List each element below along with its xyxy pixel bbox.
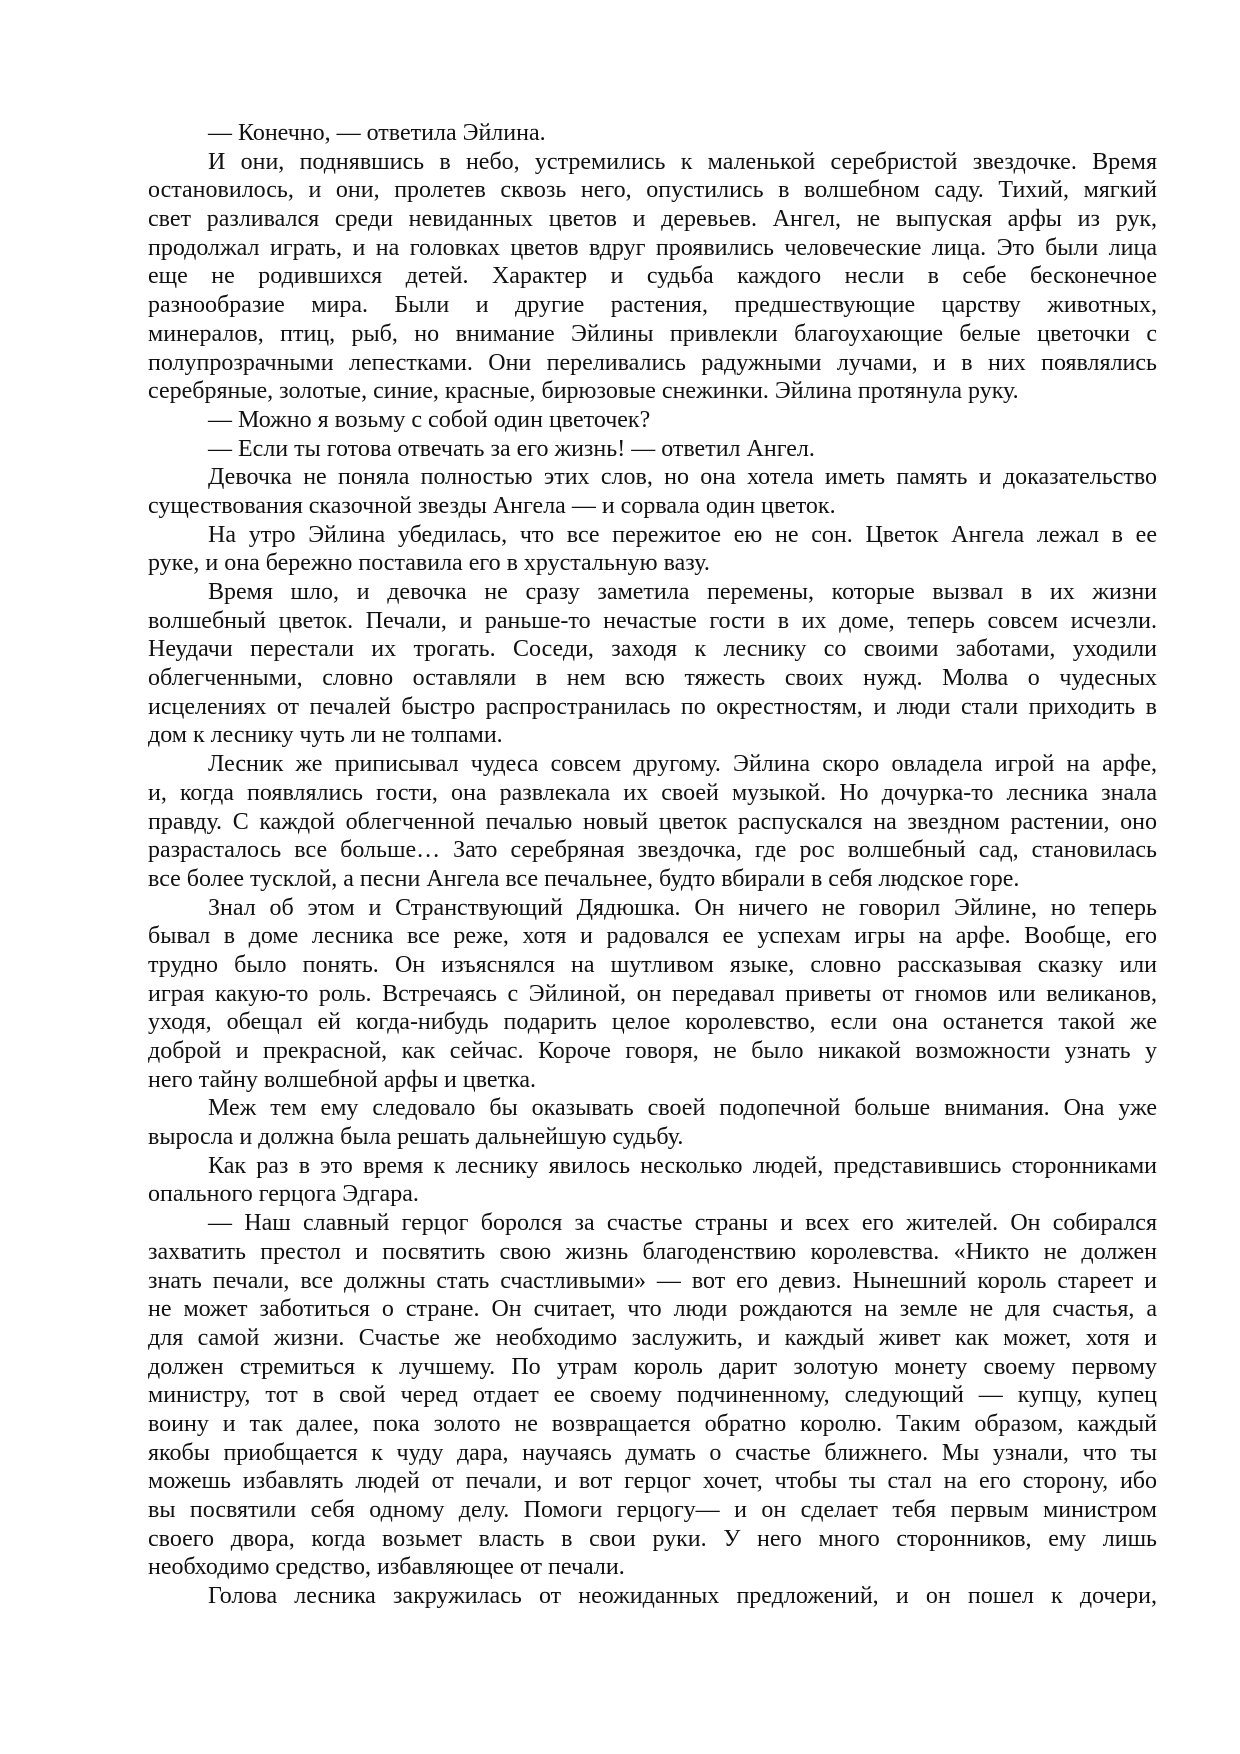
text-line: якобы приобщается к чуду дара, научаясь думать о счастье ближнего. Мы узнали, что ты xyxy=(148,1439,1157,1466)
paragraph xyxy=(148,578,1157,750)
paragraph xyxy=(148,521,1157,578)
text-line: руке, и она бережно поставила его в хрустальную вазу. xyxy=(148,550,710,577)
text-line: него тайну волшебной арфы и цветка. xyxy=(148,1066,537,1093)
paragraph xyxy=(148,1209,1157,1582)
text-line: вы посвятили себя одному делу. Помоги герцогу— и он сделает тебя первым министром xyxy=(148,1497,1157,1523)
text-line: воину и так далее, пока золото не возвращается обратно королю. Таким образом, каждый xyxy=(148,1410,1157,1437)
text-line: разрасталось все больше… Зато серебряная звездочка, где рос волшебный сад, становилась xyxy=(148,837,1157,864)
text-line: И они, поднявшись в небо, устремились к маленькой серебристой звездочке. Время xyxy=(208,148,1157,175)
paragraph xyxy=(148,406,1157,435)
paragraph xyxy=(148,750,1157,893)
text-line: необходимо средство, избавляющее от печали. xyxy=(148,1554,625,1581)
text-line: — Конечно, — ответила Эйлина. xyxy=(208,120,546,146)
paragraph xyxy=(148,1094,1157,1151)
text-line: правду. С каждой облегченной печалью новый цветок распускался на звездном растении, оно xyxy=(148,808,1157,835)
text-line: Время шло, и девочка не сразу заметила перемены, которые вызвал в их жизни xyxy=(208,579,1157,605)
text-line: продолжал играть, и на головках цветов вдруг проявились человеческие лица. Это были лица xyxy=(148,234,1157,261)
text-line: играя какую-то роль. Встречаясь с Эйлиной, он передавал приветы от гномов или великанов, xyxy=(148,980,1157,1007)
document-body xyxy=(148,119,1157,1611)
paragraph xyxy=(148,1152,1157,1209)
text-line: Меж тем ему следовало бы оказывать своей подопечной больше внимания. Она уже xyxy=(208,1095,1157,1122)
text-line: облегченными, словно оставляли в нем всю тяжесть своих нужд. Молва о чудесных xyxy=(148,665,1157,692)
text-line: уходя, обещал ей когда-нибудь подарить целое королевство, если она останется такой же xyxy=(148,1009,1157,1036)
text-line: бывал в доме лесника все реже, хотя и радовался ее успехам игры на арфе. Вообще, его xyxy=(148,923,1157,950)
text-line: еще не родившихся детей. Характер и судьба каждого несли в себе бесконечное xyxy=(148,263,1157,290)
text-line: Лесник же приписывал чудеса совсем другому. Эйлина скоро овладела игрой на арфе, xyxy=(208,751,1157,778)
text-line: для самой жизни. Счастье же необходимо заслужить, и каждый живет как может, хотя и xyxy=(148,1324,1157,1351)
text-line: трудно было понять. Он изъяснялся на шутливом языке, словно рассказывая сказку или xyxy=(148,951,1157,978)
text-line: Девочка не поняла полностью этих слов, но она хотела иметь память и доказательство xyxy=(208,464,1157,491)
text-line: и, когда появлялись гости, она развлекала их своей музыкой. Но дочурка-то лесника знала xyxy=(148,779,1157,806)
text-line: знать печали, все должны стать счастливыми» — вот его девиз. Нынешний король стареет и xyxy=(148,1267,1157,1294)
text-line: Неудачи перестали их трогать. Соседи, заходя к леснику со своими заботами, уходили xyxy=(148,636,1157,663)
paragraph xyxy=(148,894,1157,1095)
text-line: Как раз в это время к леснику явилось несколько людей, представившись сторонниками xyxy=(208,1152,1157,1179)
text-line: — Если ты готова отвечать за его жизнь! — ответил Ангел. xyxy=(208,435,815,462)
text-line: Голова лесника закружилась от неожиданных предложений, и он пошел к дочери, xyxy=(208,1583,1157,1610)
text-line: дом к леснику чуть ли не толпами. xyxy=(148,722,503,749)
paragraph xyxy=(148,435,1157,464)
text-line: серебряные, золотые, синие, красные, бирюзовые снежинки. Эйлина протянула руку. xyxy=(148,378,1019,405)
text-line: На утро Эйлина убедилась, что все пережитое ею не сон. Цветок Ангела лежал в ее xyxy=(208,521,1157,548)
text-line: существования сказочной звезды Ангела — и сорвала один цветок. xyxy=(148,492,836,519)
text-line: выросла и должна была решать дальнейшую судьбу. xyxy=(148,1124,684,1151)
paragraph xyxy=(148,1582,1157,1611)
text-line: исцелениях от печалей быстро распространилась по окрестностям, и люди стали приходить в xyxy=(148,693,1157,720)
text-line: захватить престол и посвятить свою жизнь благоденствию королевства. «Никто не должен xyxy=(148,1238,1157,1265)
text-line: свет разливался среди невиданных цветов и деревьев. Ангел, не выпуская арфы из рук, xyxy=(148,206,1157,233)
text-line: волшебный цветок. Печали, и раньше-то нечастые гости в их доме, теперь совсем исчезли. xyxy=(148,607,1157,634)
text-line: остановилось, и они, пролетев сквозь него, опустились в волшебном саду. Тихий, мягкий xyxy=(148,177,1157,204)
text-line: опального герцога Эдгара. xyxy=(148,1181,419,1208)
paragraph xyxy=(148,148,1157,406)
text-line: минералов, птиц, рыб, но внимание Эйлины привлекли благоухающие белые цветочки с xyxy=(148,320,1157,347)
text-line: разнообразие мира. Были и другие растения, предшествующие царству животных, xyxy=(148,292,1157,319)
text-line: не может заботиться о стране. Он считает, что люди рождаются на земле не для счастья, а xyxy=(148,1296,1157,1323)
text-line: Знал об этом и Странствующий Дядюшка. Он ничего не говорил Эйлине, но теперь xyxy=(208,894,1157,921)
text-line: министру, тот в свой черед отдает ее своему подчиненному, следующий — купцу, купец xyxy=(148,1382,1157,1409)
text-line: можешь избавлять людей от печали, и вот герцог хочет, чтобы ты стал на его сторону, ибо xyxy=(148,1468,1157,1495)
text-line: должен стремиться к лучшему. По утрам король дарит золотую монету своему первому xyxy=(148,1353,1157,1380)
text-line: — Можно я возьму с собой один цветочек? xyxy=(208,406,651,433)
text-line: доброй и прекрасной, как сейчас. Короче говоря, не было никакой возможности узнать у xyxy=(148,1038,1157,1064)
paragraph xyxy=(148,119,1157,148)
text-line: все более тусклой, а песни Ангела все печальнее, будто вбирали в себя людское горе. xyxy=(148,865,1020,892)
text-line: — Наш славный герцог боролся за счастье страны и всех его жителей. Он собирался xyxy=(208,1210,1157,1237)
paragraph xyxy=(148,463,1157,520)
text-line: своего двора, когда возьмет власть в свои руки. У него много сторонников, ему лишь xyxy=(148,1525,1157,1552)
text-line: полупрозрачными лепестками. Они переливались радужными лучами, и в них появлялись xyxy=(148,349,1157,376)
